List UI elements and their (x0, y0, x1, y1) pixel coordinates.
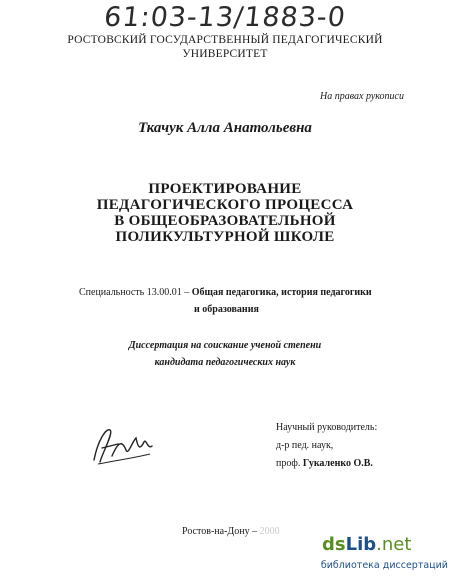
dissertation-title (0, 181, 450, 245)
title-line-2: ПЕДАГОГИЧЕСКОГО ПРОЦЕССА (96, 197, 354, 213)
supervisor-block (276, 419, 377, 473)
logo-ds: ds (322, 534, 346, 555)
specialty-block (79, 284, 409, 318)
supervisor-label: Научный руководитель: (276, 422, 378, 433)
handwritten-signature (88, 420, 158, 475)
dslib-logo[interactable] (322, 534, 411, 555)
supervisor-title: проф. (276, 458, 303, 469)
logo-lib: Lib (345, 534, 377, 555)
degree-line-2: кандидата педагогических наук (154, 357, 296, 368)
university-line-2: УНИВЕРСИТЕТ (182, 48, 268, 60)
title-line-3: В ОБЩЕОБРАЗОВАТЕЛЬНОЙ (114, 213, 336, 229)
specialty-name-line-1: Общая педагогика, история педагогики (191, 287, 372, 298)
specialty-name-line-2: и образования (194, 304, 259, 315)
supervisor-name: Гукаленко О.В. (302, 458, 373, 469)
title-line-1: ПРОЕКТИРОВАНИЕ (148, 181, 302, 197)
rights-note: На правах рукописи (320, 91, 404, 102)
year-faded: 2000 (259, 526, 280, 537)
university-name (0, 33, 450, 61)
logo-net: .net (376, 534, 412, 555)
supervisor-name-line (276, 455, 377, 473)
specialty-prefix: Специальность 13.00.01 – (79, 287, 192, 298)
title-line-4: ПОЛИКУЛЬТУРНОЙ ШКОЛЕ (115, 229, 335, 245)
degree-line-1: Диссертация на соискание ученой степени (128, 340, 322, 351)
author-name: Ткачук Алла Анатольевна (138, 120, 312, 136)
supervisor-degree: д-р пед. наук, (276, 440, 334, 451)
archive-code-handwritten: 61:03-13/1883-0 (102, 2, 348, 33)
city-year (182, 526, 280, 537)
degree-statement (0, 337, 450, 371)
city-name: Ростов-на-Дону – (182, 526, 260, 537)
watermark-subtitle: библиотека диссертаций (320, 560, 448, 571)
university-line-1: РОСТОВСКИЙ ГОСУДАРСТВЕННЫЙ ПЕДАГОГИЧЕСКИЙ (67, 34, 383, 46)
